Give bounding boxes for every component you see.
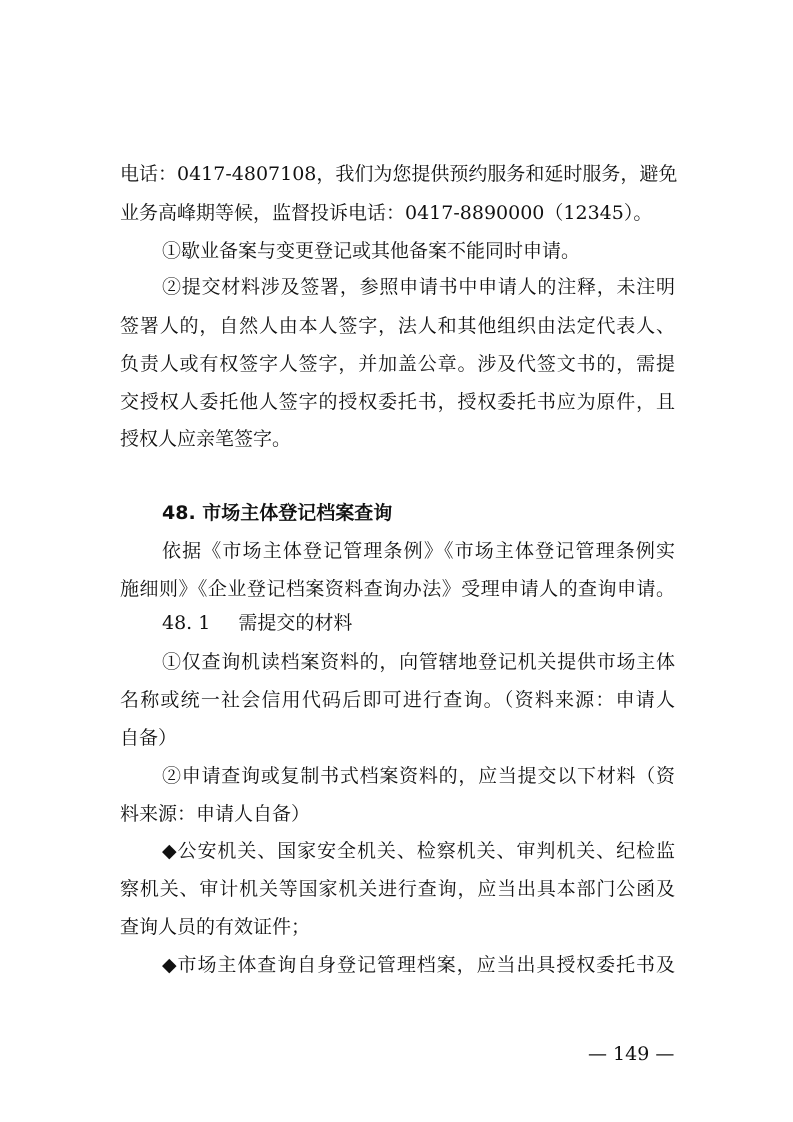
item-1-line-3: 自备）: [120, 727, 178, 749]
note-2-line-3: 负责人或有权签字人签字，并加盖公章。涉及代签文书的，需提: [120, 353, 675, 375]
subsection-heading: [162, 609, 352, 637]
basis-line-2: 施细则》《企业登记档案资料查询办法》受理申请人的查询申请。: [120, 578, 675, 600]
bullet-2-line-1: ◆市场主体查询自身登记管理档案，应当出具授权委托书及: [162, 954, 675, 976]
contact-line-2: 业务高峰期等候，监督投诉电话：0417-8890000（12345）。: [120, 202, 653, 224]
contact-line-1: 电话：0417-4807108，我们为您提供预约服务和延时服务，避免: [120, 163, 678, 185]
item-1-line-2: 名称或统一社会信用代码后即可进行查询。（资料来源：申请人: [120, 689, 675, 711]
bullet-1-line-3: 查询人员的有效证件；: [120, 916, 311, 938]
note-2-line-4: 交授权人委托他人签字的授权委托书，授权委托书应为原件，且: [120, 391, 675, 413]
note-1: ①歇业备案与变更登记或其他备案不能同时申请。: [162, 240, 581, 262]
section-title: 48. 市场主体登记档案查询: [162, 502, 393, 524]
subsection-title: 需提交的材料: [238, 612, 353, 634]
item-2-line-1: ②申请查询或复制书式档案资料的，应当提交以下材料（资: [162, 765, 675, 787]
item-2-line-2: 料来源：申请人自备）: [120, 803, 311, 825]
bullet-1-line-1: ◆公安机关、国家安全机关、检察机关、审判机关、纪检监: [162, 840, 675, 862]
subsection-number: 48. 1: [162, 612, 211, 634]
item-1-line-1: ①仅查询机读档案资料的，向管辖地登记机关提供市场主体: [162, 651, 675, 673]
page-number: — 149 —: [588, 1043, 675, 1065]
note-2-line-5: 授权人应亲笔签字。: [120, 428, 292, 450]
basis-line-1: 依据《市场主体登记管理条例》《市场主体登记管理条例实: [162, 540, 675, 562]
note-2-line-2: 签署人的，自然人由本人签字，法人和其他组织由法定代表人、: [120, 315, 675, 337]
bullet-1-line-2: 察机关、审计机关等国家机关进行查询，应当出具本部门公函及: [120, 878, 675, 900]
note-2-line-1: ②提交材料涉及签署，参照申请书中申请人的注释，未注明: [162, 276, 675, 298]
